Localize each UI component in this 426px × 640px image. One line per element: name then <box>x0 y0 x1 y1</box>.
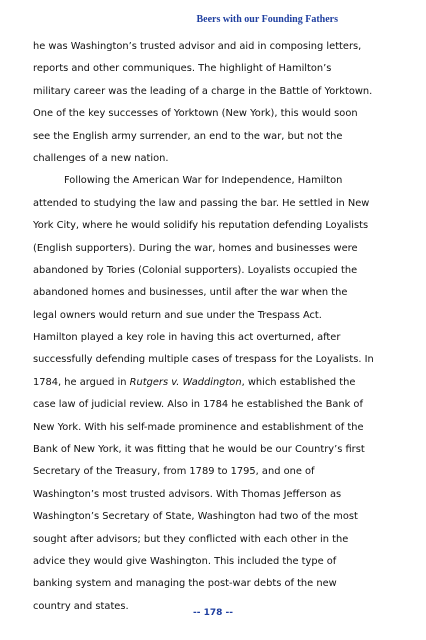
text-line: challenges of a new nation. <box>33 152 169 164</box>
case-name: Rutgers v. Waddington <box>129 376 242 388</box>
text-fragment: 1784, he argued in <box>33 376 130 388</box>
text-line: Washington’s Secretary of State, Washington had two of the most <box>33 511 358 523</box>
body-text <box>33 36 374 618</box>
text-line: legal owners would return and sue under the Trespass Act. <box>33 309 322 321</box>
text-line: Secretary of the Treasury, from 1789 to 1795, and one of <box>33 466 315 478</box>
text-line: Washington’s most trusted advisors. With Thomas Jefferson as <box>33 488 342 500</box>
page-number: -- 178 -- <box>193 608 233 618</box>
text-line: abandoned homes and businesses, until after the war when the <box>33 287 348 299</box>
text-fragment: , which established the <box>241 376 356 388</box>
text-line: attended to studying the law and passing the bar. He settled in New <box>33 197 370 209</box>
text-line <box>33 372 363 394</box>
text-line: York City, where he would solidify his reputation defending Loyalists <box>33 220 369 232</box>
text-line: country and states. <box>33 600 129 612</box>
text-line: reports and other communiques. The highlight of Hamilton’s <box>33 63 332 75</box>
text-line: advice they would give Washington. This included the type of <box>33 555 337 567</box>
running-header: Beers with our Founding Fathers <box>196 14 338 25</box>
text-line: successfully defending multiple cases of trespass for the Loyalists. In <box>33 354 374 366</box>
text-line: Hamilton played a key role in having this act overturned, after <box>33 332 341 344</box>
paragraph-start-line: Following the American War for Independence, Hamilton <box>64 175 343 187</box>
text-line: banking system and managing the post-war debts of the new <box>33 578 337 590</box>
text-line: Bank of New York, it was fitting that he would be our Country’s first <box>33 444 365 456</box>
text-line: he was Washington’s trusted advisor and aid in composing letters, <box>33 41 362 52</box>
text-line: New York. With his self-made prominence and establishment of the <box>33 421 364 433</box>
text-line: abandoned by Tories (Colonial supporters). Loyalists occupied the <box>33 264 358 276</box>
text-line: sought after advisors; but they conflicted with each other in the <box>33 533 349 545</box>
text-line: case law of judicial review. Also in 1784 he established the Bank of <box>33 399 363 411</box>
text-line: (English supporters). During the war, homes and businesses were <box>33 242 358 254</box>
text-line: see the English army surrender, an end to the war, but not the <box>33 130 343 142</box>
text-line: One of the key successes of Yorktown (New York), this would soon <box>33 108 358 120</box>
text-line: military career was the leading of a charge in the Battle of Yorktown. <box>33 85 373 97</box>
